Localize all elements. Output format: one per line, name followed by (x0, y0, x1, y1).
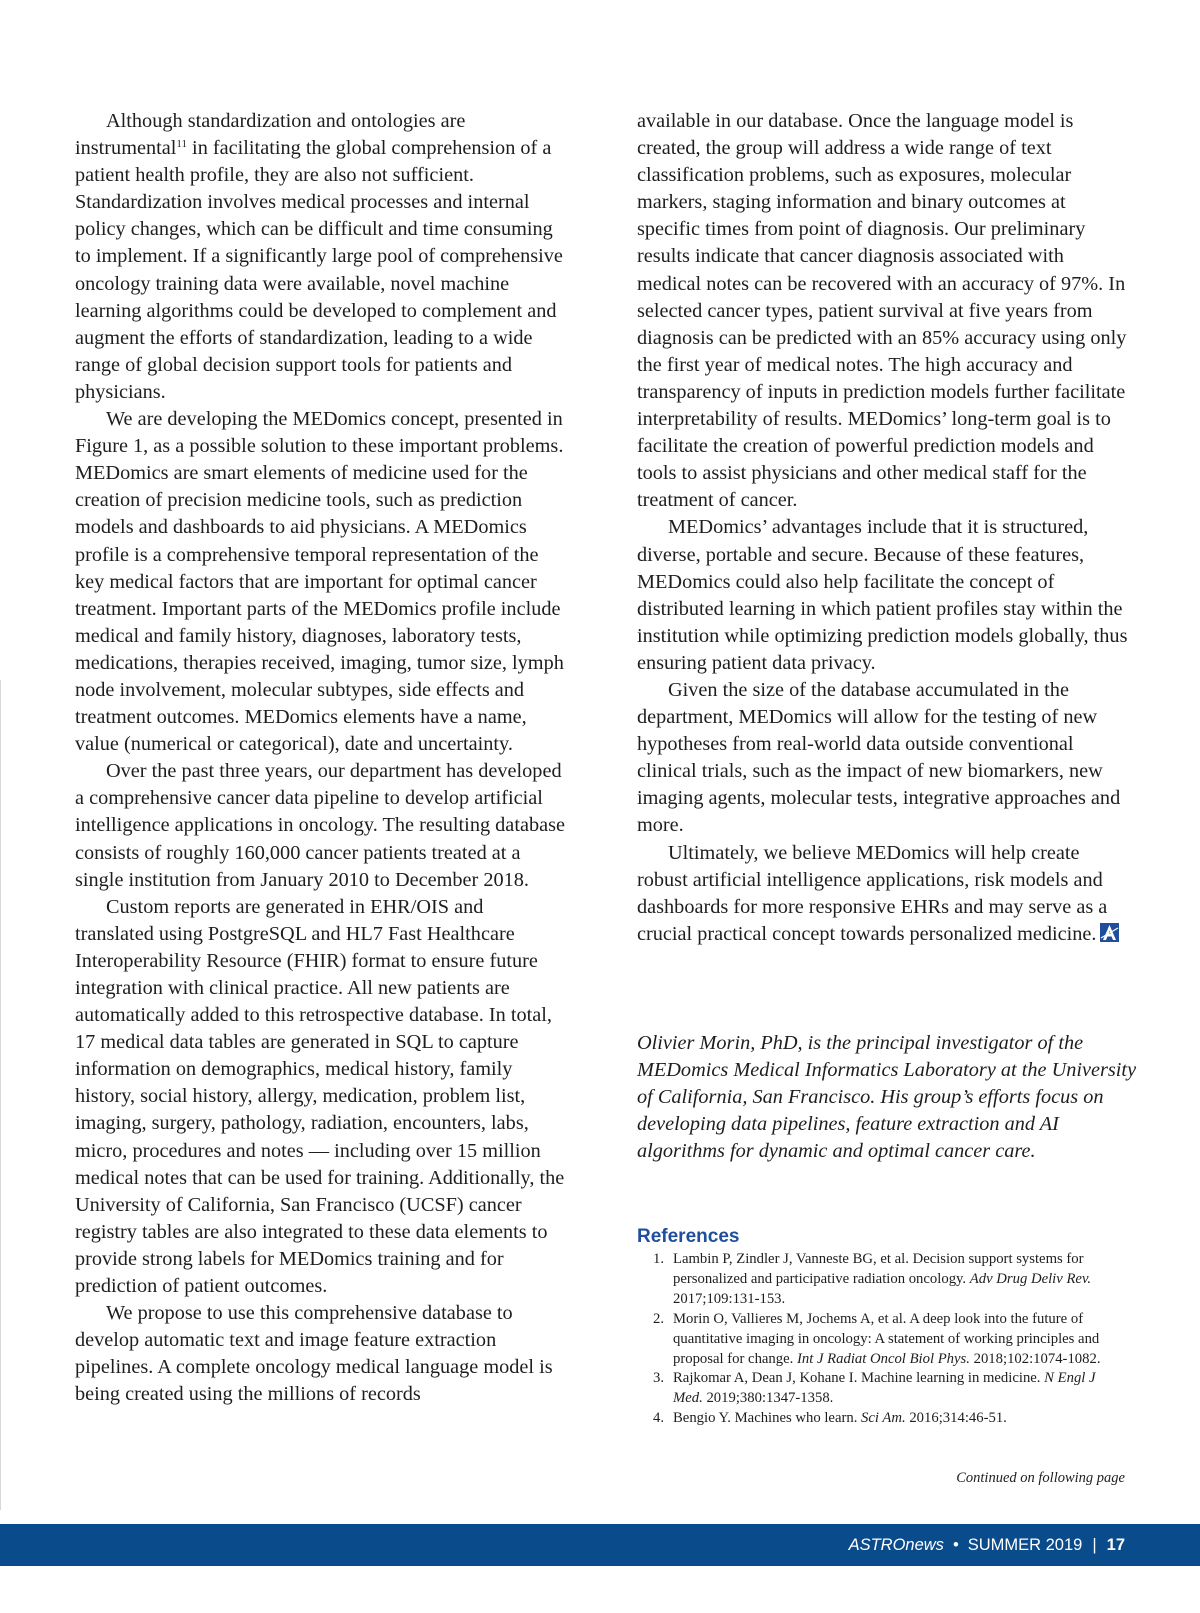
reference-item: 2. Morin O, Vallieres M, Jochems A, et al. A deep look into the future of quantitative imaging in oncology: A statement of working principles and proposal for change. Int J Radiat Oncol Biol Phys. 2018;102:1074-1082. (653, 1310, 1101, 1367)
paragraph-9: Ultimately, we believe MEDomics will help create robust artificial intelligence applications, risk models and dashboards for more responsive EHRs and may serve as a crucial practical concept towards personalized medicine. (637, 840, 1129, 948)
footer-bar (0, 1524, 1200, 1566)
references-list (637, 1250, 1127, 1429)
paragraph-1: Although standardization and ontologies are instrumental$^{11}$ in facilitating the global comprehension of a patient health profile, they are also not sufficient. Standardization involves medical processes and internal policy changes, which can be difficult and time consuming to implement. If a significantly large pool of comprehensive oncology training data were available, novel machine learning algorithms could be developed to complement and augment the efforts of standardization, leading to a wide range of global decision support tools for patients and physicians. (75, 110, 563, 403)
author-bio: Olivier Morin, PhD, is the principal investigator of the MEDomics Medical Informatics Laboratory at the University of California, San Francisco. His group’s efforts focus on developing data pipelines, feature extraction and AI algorithms for dynamic and optimal cancer care. (637, 1032, 1137, 1163)
page-edge-line (0, 680, 1, 1510)
footer-bullet: • (952, 1535, 959, 1554)
citation-superscript: 11 (176, 138, 187, 151)
right-column (637, 108, 1129, 948)
left-column (75, 108, 567, 1409)
paragraph-2: We are developing the MEDomics concept, presented in Figure 1, as a possible solution to these important problems. MEDomics are smart elements of medicine used for the creation of precision medicine tools, such as prediction models and dashboards to aid physicians. A MEDomics profile is a comprehensive temporal representation of the key medical factors that are important for optimal cancer treatment. Important parts of the MEDomics profile include medical and family history, diagnoses, laboratory tests, medications, therapies received, imaging, tumor size, lymph node involvement, molecular subtypes, side effects and treatment outcomes. MEDomics elements have a name, value (numerical or categorical), date and uncertainty. (75, 408, 564, 756)
paragraph-7: MEDomics’ advantages include that it is structured, diverse, portable and secure. Because of these features, MEDomics could also help facilitate the concept of distributed learning in which patient profiles stay within the institution while optimizing prediction models globally, thus ensuring patient data privacy. (637, 516, 1128, 674)
publication-name: ASTROnews (848, 1535, 944, 1554)
footer-separator: | (1092, 1535, 1097, 1554)
page-number: 17 (1106, 1535, 1125, 1554)
paragraph-3: Over the past three years, our department has developed a comprehensive cancer data pipeline to develop artificial intelligence applications in oncology. The resulting database consists of roughly 160,000 cancer patients treated at a single institution from January 2010 to December 2018. (75, 760, 565, 891)
astro-logo-icon (1100, 923, 1119, 942)
issue-label: SUMMER 2019 (967, 1535, 1083, 1554)
references-heading: References (637, 1226, 740, 1247)
reference-item: 3. Rajkomar A, Dean J, Kohane I. Machine learning in medicine. N Engl J Med. 2019;380:1347-1358. (653, 1370, 1096, 1407)
paragraph-6: available in our database. Once the language model is created, the group will address a wide range of text classification problems, such as exposures, molecular markers, staging information and binary outcomes at specific times from point of diagnosis. Our preliminary results indicate that cancer diagnosis associated with medical notes can be recovered with an accuracy of 97%. In selected cancer types, patient survival at five years from diagnosis can be predicted with an 85% accuracy using only the first year of medical notes. The high accuracy and transparency of inputs in prediction models further facilitate interpretability of results. MEDomics’ long-term goal is to facilitate the creation of powerful prediction models and tools to assist physicians and other medical staff for the treatment of cancer. (637, 110, 1127, 512)
paragraph-4: Custom reports are generated in EHR/OIS and translated using PostgreSQL and HL7 Fast Healthcare Interoperability Resource (FHIR) format to ensure future integration with clinical practice. All new patients are automatically added to this retrospective database. In total, 17 medical data tables are generated in SQL to capture information on demographics, medical history, family history, social history, allergy, medication, problem list, imaging, surgery, pathology, radiation, encounters, labs, micro, procedures and notes — including over 15 million medical notes that can be used for training. Additionally, the University of California, San Francisco (UCSF) cancer registry tables are also integrated to these data elements to provide strong labels for MEDomics training and for prediction of patient outcomes. (75, 895, 565, 1298)
paragraph-5: We propose to use this comprehensive database to develop automatic text and image feature extraction pipelines. A complete oncology medical language model is being created using the millions of records (75, 1302, 553, 1406)
reference-item: 4. Bengio Y. Machines who learn. Sci Am. 2016;314:46-51. (653, 1410, 1007, 1427)
reference-item: 1. Lambin P, Zindler J, Vanneste BG, et al. Decision support systems for personalized and participative radiation oncology. Adv Drug Deliv Rev. 2017;109:131-153. (653, 1251, 1092, 1307)
continued-note: Continued on following page (956, 1470, 1125, 1486)
paragraph-8: Given the size of the database accumulated in the department, MEDomics will allow for the testing of new hypotheses from real-world data outside conventional clinical trials, such as the impact of new biomarkers, new imaging agents, molecular tests, integrative approaches and more. (637, 678, 1121, 837)
footer-content (849, 1524, 1125, 1566)
